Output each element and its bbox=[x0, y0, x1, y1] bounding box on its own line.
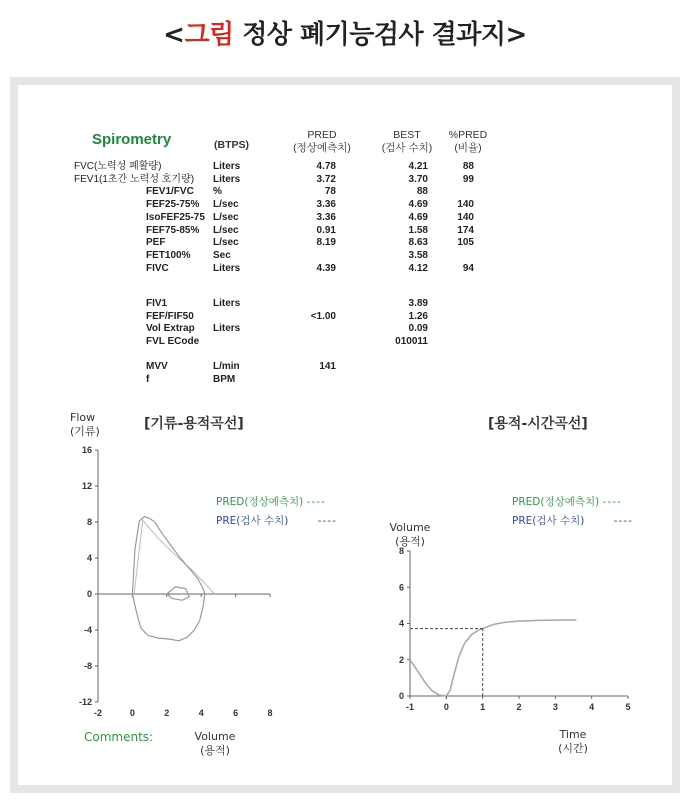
row-name: FIV1 bbox=[146, 298, 168, 309]
row-best: 0.09 bbox=[408, 323, 428, 335]
row-name: FEV1(1초간 노력성 호기량) bbox=[74, 173, 195, 185]
y-tick-label: 0 bbox=[398, 691, 404, 701]
pct-header: %PRED (비율) bbox=[448, 129, 488, 154]
row-name: FVC(노력성 폐활량) bbox=[74, 161, 162, 172]
y-tick-label: 12 bbox=[81, 481, 92, 491]
row-unit: L/min bbox=[213, 361, 240, 372]
row-name: FEF75-85% bbox=[146, 224, 200, 236]
x-tick-label: 5 bbox=[625, 702, 631, 712]
volume-time-chart bbox=[18, 85, 672, 785]
x-tick-label: 4 bbox=[198, 708, 204, 718]
row-pred: 4.78 bbox=[316, 161, 336, 172]
y-tick-label: 6 bbox=[398, 582, 404, 593]
y-tick-label: 4 bbox=[398, 618, 404, 629]
page-title-highlight: 그림 bbox=[184, 20, 234, 50]
y-tick-label: 16 bbox=[81, 445, 92, 455]
volume-time-ylabel: Volume (용적) bbox=[389, 521, 431, 548]
row-name: Vol Extrap bbox=[146, 323, 195, 335]
row-unit: L/sec bbox=[213, 199, 239, 211]
x-tick-label: 1 bbox=[480, 702, 486, 712]
volume-time-title: [용적-시간곡선] bbox=[488, 416, 588, 432]
row-unit: % bbox=[213, 186, 222, 198]
row-best: 8.63 bbox=[408, 237, 428, 249]
row-pred: 78 bbox=[324, 186, 336, 198]
row-pred: 141 bbox=[319, 361, 336, 372]
row-unit: Liters bbox=[213, 262, 241, 274]
y-tick-label: -8 bbox=[83, 661, 92, 671]
flow-volume-ylabel: Flow (기류) bbox=[70, 411, 100, 438]
row-name: PEF bbox=[146, 237, 166, 249]
x-tick-label: 2 bbox=[516, 702, 522, 712]
x-tick-label: 8 bbox=[267, 708, 273, 718]
row-best: 1.58 bbox=[408, 224, 428, 236]
row-name: FEF25-75% bbox=[146, 199, 200, 211]
row-best: 3.70 bbox=[408, 173, 428, 185]
volume-time-xlabel: Time (시간) bbox=[558, 728, 588, 755]
row-unit: L/sec bbox=[213, 224, 239, 236]
x-tick-label: 4 bbox=[589, 702, 595, 712]
row-unit: BPM bbox=[213, 373, 236, 385]
row-unit: Sec bbox=[213, 249, 231, 261]
best-header: BEST (검사 수치) bbox=[381, 129, 433, 154]
x-tick-label: 2 bbox=[164, 708, 170, 718]
y-tick-label: -12 bbox=[78, 697, 92, 707]
row-pred: 0.91 bbox=[316, 224, 336, 236]
row-pred: 3.36 bbox=[316, 199, 336, 211]
row-unit: Liters bbox=[213, 323, 241, 335]
y-tick-label: 8 bbox=[86, 517, 92, 527]
fv-legend-pred: PRED(정상예측치) ---- bbox=[216, 496, 326, 508]
row-pct: 88 bbox=[462, 161, 474, 172]
row-unit: Liters bbox=[213, 173, 241, 185]
series-pre- bbox=[410, 620, 576, 696]
row-best: 1.26 bbox=[408, 310, 428, 322]
comments-label: Comments: bbox=[84, 730, 154, 744]
y-tick-label: 4 bbox=[86, 553, 92, 563]
x-tick-label: -1 bbox=[405, 702, 415, 712]
x-tick-label: 0 bbox=[129, 708, 135, 718]
pred-header: PRED (정상예측치) bbox=[293, 129, 351, 154]
btps-header: (BTPS) bbox=[214, 139, 249, 151]
row-unit: L/sec bbox=[213, 237, 239, 249]
row-name: FEF/FIF50 bbox=[146, 310, 194, 322]
y-tick-label: 0 bbox=[86, 589, 92, 599]
y-tick-label: 8 bbox=[398, 546, 404, 556]
row-name: FEV1/FVC bbox=[146, 186, 194, 198]
row-name: FIVC bbox=[146, 262, 169, 274]
row-pct: 140 bbox=[457, 211, 474, 223]
row-name: FET100% bbox=[146, 249, 191, 261]
x-tick-label: 3 bbox=[552, 702, 558, 712]
row-pred: 4.39 bbox=[316, 262, 336, 274]
row-best: 4.12 bbox=[408, 262, 428, 274]
row-pct: 140 bbox=[457, 199, 474, 211]
y-tick-label: 2 bbox=[398, 654, 404, 665]
row-best: 4.69 bbox=[408, 199, 428, 211]
y-tick-label: -4 bbox=[83, 625, 92, 635]
row-pct: 105 bbox=[457, 237, 474, 249]
row-pred: 3.72 bbox=[316, 173, 336, 185]
report-frame bbox=[10, 77, 680, 793]
flow-volume-title: [기류-용적곡선] bbox=[144, 416, 244, 432]
row-name: IsoFEF25-75 bbox=[146, 211, 205, 223]
row-best: 3.89 bbox=[408, 298, 428, 309]
row-pred: <1.00 bbox=[310, 310, 336, 322]
row-unit: L/sec bbox=[213, 211, 239, 223]
page-title: <그림 정상 폐기능검사 결과지> bbox=[163, 20, 527, 50]
row-best: 4.21 bbox=[408, 161, 428, 172]
row-pct: 174 bbox=[457, 224, 474, 236]
row-unit: Liters bbox=[213, 298, 241, 309]
row-name: f bbox=[146, 373, 150, 385]
vt-legend-pred: PRED(정상예측치) ---- bbox=[512, 496, 622, 508]
row-name: FVL ECode bbox=[146, 336, 200, 348]
row-unit: Liters bbox=[213, 161, 241, 172]
row-name: MVV bbox=[146, 361, 168, 372]
vt-legend-pre: PRE(검사 수치) ---- bbox=[512, 515, 633, 527]
fv-legend-pre: PRE(검사 수치) ---- bbox=[216, 515, 337, 527]
row-best: 010011 bbox=[395, 336, 428, 348]
report-sheet bbox=[18, 85, 672, 785]
x-tick-label: 0 bbox=[443, 702, 449, 712]
row-pred: 3.36 bbox=[316, 211, 336, 223]
x-tick-label: -2 bbox=[93, 708, 103, 718]
row-pct: 94 bbox=[462, 262, 474, 274]
row-best: 4.69 bbox=[408, 211, 428, 223]
x-tick-label: 6 bbox=[233, 708, 239, 718]
report-heading: Spirometry bbox=[92, 131, 172, 148]
row-pred: 8.19 bbox=[316, 237, 336, 249]
row-best: 3.58 bbox=[408, 249, 428, 261]
row-best: 88 bbox=[416, 186, 428, 198]
row-pct: 99 bbox=[462, 173, 474, 185]
flow-volume-xlabel: Volume (용적) bbox=[194, 730, 236, 757]
